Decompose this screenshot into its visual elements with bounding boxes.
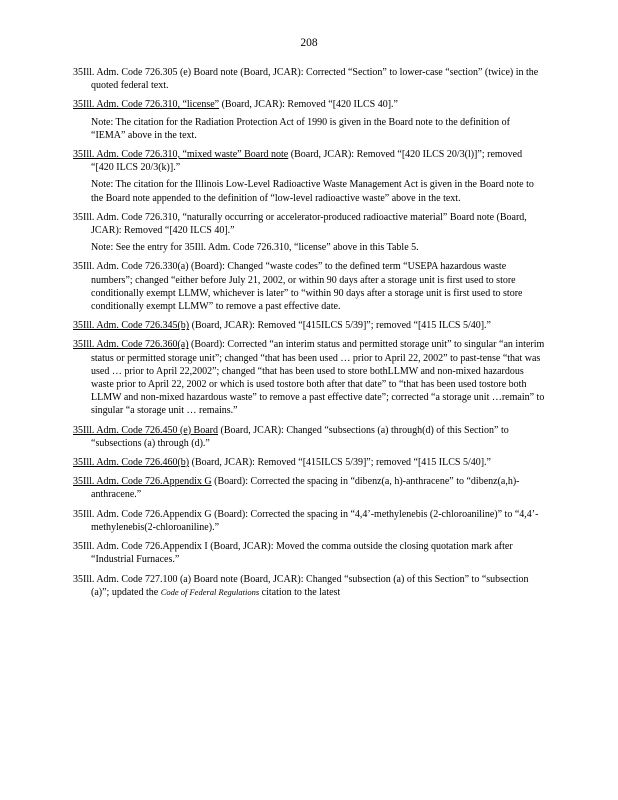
- entry-text: [73, 456, 545, 469]
- entry-note: Note: See the entry for 35Ill. Adm. Code 726.310, “license” above in this Table 5.: [91, 242, 419, 254]
- entry-change: 35Ill. Adm. Code 727.100 (a) Board note (Board, JCAR): Changed “subsection (a) of this Section” to “subsection (a)”; updated the: [73, 573, 529, 598]
- entry-change: (Board): Corrected “an interim status and permitted storage unit” to singular “an interim status or permitted storage unit”; changed “that has been used … prior to April 22, 2002” to past-tense “that was used … prior to April 22,2002”; changed “that has been used to store bothLLMW and non-mixed hazardous waste prior to April 22, 2002 or which is used tostore both after that date” to “that has been used tostore both LLMW and non-mixed hazardous waste” to remove a past effective date”; corrected “a storage unit …remain” to singular “a storage unit … remains.”: [91, 339, 545, 417]
- amendment-entry: [73, 540, 545, 566]
- entry-change: (Board): Corrected the spacing in “dibenz(a, h)-anthracene” to “dibenz(a,h)-anthracene.”: [91, 476, 520, 501]
- entry-text: 35Ill. Adm. Code 726.310, “naturally occurring or accelerator-produced radioactive material” Board note (Board, JCAR): Removed “[420 ILCS 40].”: [73, 211, 527, 237]
- entry-citation: 35Ill. Adm. Code 726.460(b): [73, 457, 190, 469]
- entry-text: [73, 98, 545, 111]
- entry-citation: 35Ill. Adm. Code 726.310, “license”: [73, 99, 220, 111]
- amendment-entry: [73, 148, 545, 205]
- entry-text: [73, 424, 545, 450]
- entry-text: 35Ill. Adm. Code 726.305 (e) Board note (Board, JCAR): Corrected “Section” to lower-case “section” (twice) in the quoted federal text.: [73, 67, 539, 92]
- entry-citation: 35Ill. Adm. Code 726.360(a): [73, 339, 189, 351]
- entry-text: [73, 319, 545, 332]
- amendment-entry: [73, 260, 545, 313]
- amendment-entry: [73, 573, 545, 599]
- entry-citation: 35Ill. Adm. Code 726.310, “mixed waste” Board note: [73, 149, 289, 161]
- entry-note: Note: The citation for the Radiation Protection Act of 1990 is given in the Board note to the definition of “IEMA” above in the text.: [91, 116, 510, 141]
- entry-citation: 35Ill. Adm. Code 726.Appendix G: [73, 476, 212, 488]
- amendment-entry: [73, 456, 545, 469]
- amendment-entry: [73, 66, 545, 92]
- entry-note: Note: The citation for the Illinois Low-Level Radioactive Waste Management Act is given in the Board note to the Board note appended to the definition of “low-level radioactive waste” above in the text.: [91, 179, 534, 204]
- entry-citation: 35Ill. Adm. Code 726.345(b): [73, 320, 190, 332]
- amendment-entry: [73, 338, 545, 417]
- entry-text: 35Ill. Adm. Code 726.330(a) (Board): Changed “waste codes” to the defined term “USEPA hazardous waste numbers”; changed “either before July 21, 2002, or within 90 days after a storage unit is first used to store conditionally exempt LLMW, whichever is later” to “within 90 days after a storage unit is first used to store conditionally exempt LLMW” to remove a past effective date.: [73, 261, 523, 313]
- page-number: 208: [300, 37, 318, 49]
- entry-text: [73, 573, 545, 599]
- entry-text: 35Ill. Adm. Code 726.Appendix I (Board, JCAR): Moved the comma outside the closing quotation mark after “Industrial Furnaces.”: [73, 541, 513, 566]
- amendment-entry: [73, 319, 545, 332]
- entry-change: (Board, JCAR): Removed “[415ILCS 5/39]”; removed “[415 ILCS 5/40].”: [189, 320, 491, 332]
- entry-change: (Board, JCAR): Removed “[420 ILCS 40].”: [219, 99, 398, 111]
- amendment-entry: [73, 211, 545, 255]
- entry-text: 35Ill. Adm. Code 726.Appendix G (Board): Corrected the spacing in “4,4’-methylenebis (2-chloroaniline)” to “4,4’-methylenebis(2-chloroaniline).”: [73, 508, 539, 533]
- entry-text: [73, 475, 545, 501]
- amendment-entry: [73, 424, 545, 450]
- amendment-entry: [73, 475, 545, 501]
- entry-text: [73, 338, 545, 417]
- document-body: [73, 66, 545, 605]
- amendment-entry: [73, 508, 545, 534]
- entry-change-tail: citation to the latest: [259, 586, 341, 598]
- entry-text: [73, 148, 545, 174]
- entry-change: (Board, JCAR): Changed “subsections (a) through(d) of this Section” to “subsections (a) through (d).”: [91, 424, 509, 449]
- entry-citation: 35Ill. Adm. Code 726.450 (e) Board: [73, 424, 218, 436]
- entry-change: (Board, JCAR): Removed “[420 ILCS 20/3(l)]”; removed “[420 ILCS 20/3(k)].”: [91, 149, 523, 174]
- amendment-entry: [73, 98, 545, 142]
- entry-change: (Board, JCAR): Removed “[415ILCS 5/39]”; removed “[415 ILCS 5/40].”: [189, 457, 491, 469]
- cfr-title: Code of Federal Regulations: [160, 586, 260, 597]
